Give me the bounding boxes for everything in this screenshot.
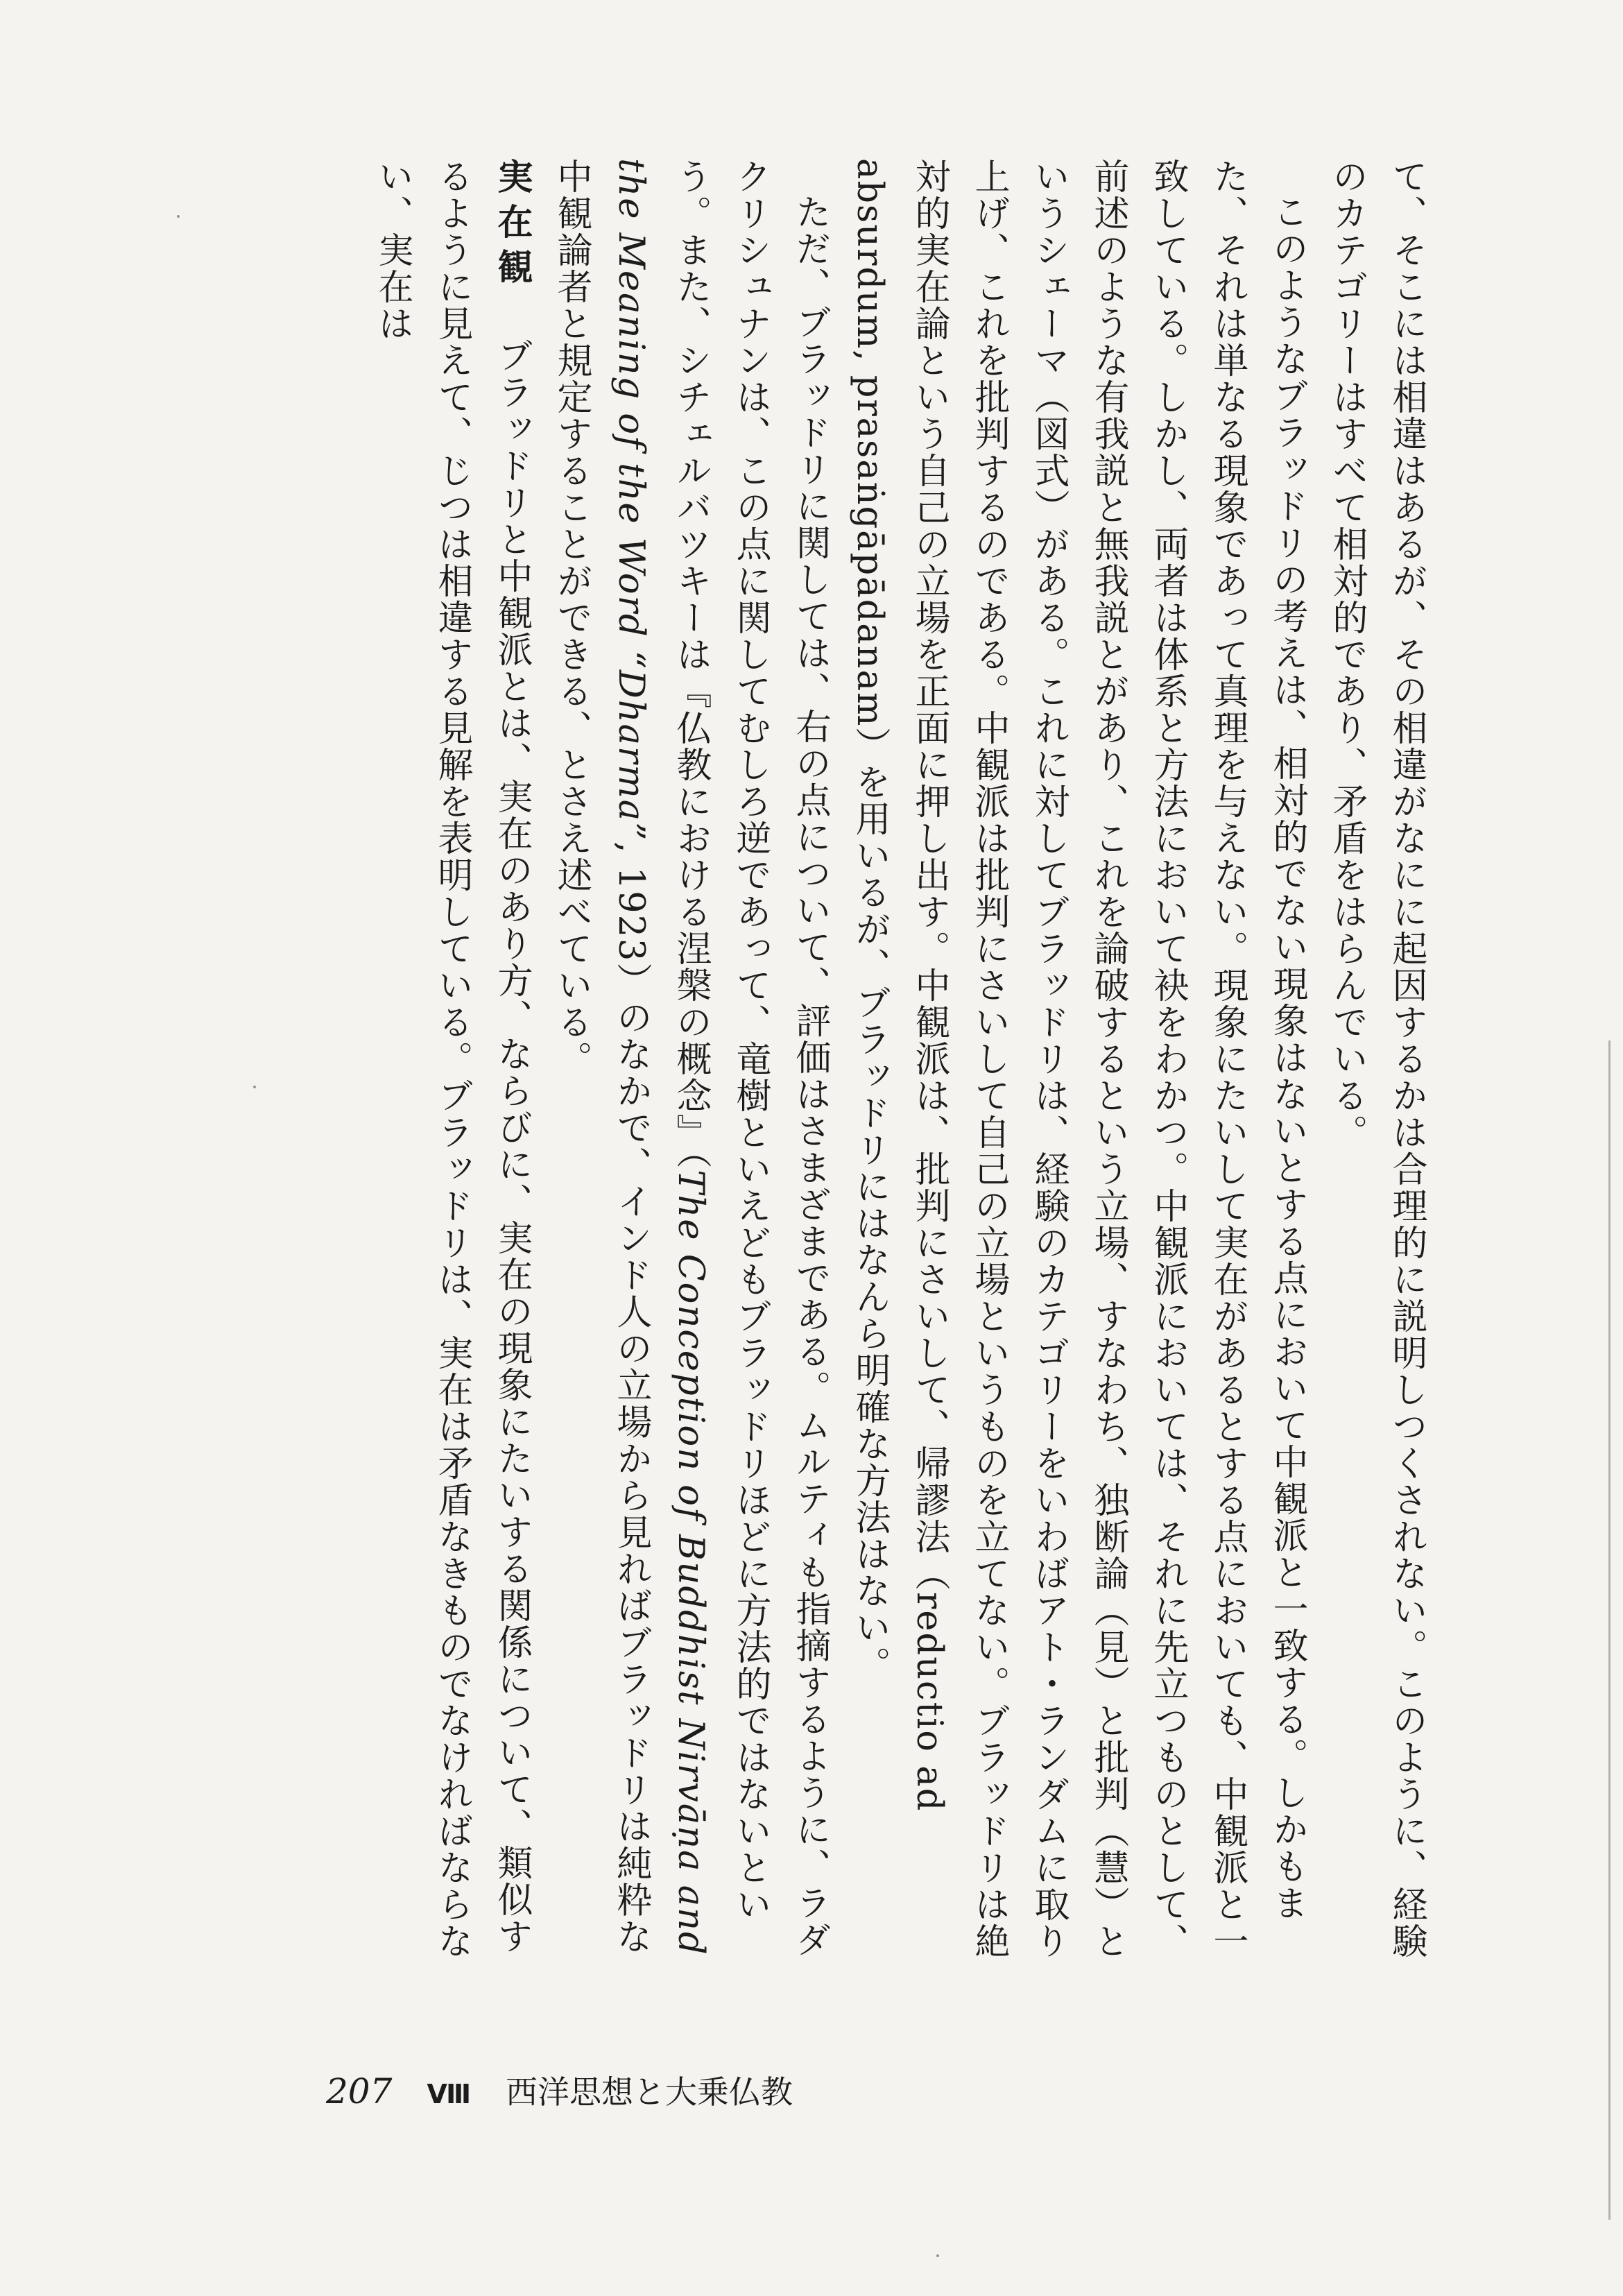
chapter-title: 西洋思想と大乗仏教 (506, 2073, 793, 2111)
paragraph-3 (541, 158, 839, 1989)
paragraph-4-text: ブラッドリと中観派とは、実在のあり方、ならびに、実在の現象にたいする関係について、類似するように見えて、じつは相違する見解を表明している。ブラッドリは、実在は矛盾なきものでなければならない、実在は (372, 158, 532, 1960)
page-edge-shadow (1608, 1040, 1611, 2220)
paragraph-3-text-a: ただ、ブラッドリに関しては、右の点について、評価はさまざまである。ムルティも指摘するように、ラダクリシュナンは、この点に関してむしろ逆であって、竜樹といえどもブラッドリほどに方法的ではないという。また、シチェルバツキーは『仏教における涅槃の概念』（ (670, 158, 830, 1958)
paragraph-2: このようなブラッドリの考えは、相対的でない現象はないとする点において中観派と一致する。しかもまた、それは単なる現象であって真理を与えない。現象にたいして実在があるとする点においても、中観派と一致している。しかし、両者は体系と方法において袂をわかつ。中観派においては、それに先立つものとして、前述のような有我説と無我説とがあり、これを論破するという立場、すなわち、独断論（見）と批判（慧）というシェーマ（図式）がある。これに対してブラッドリは、経験のカテゴリーをいわばアト・ランダムに取り上げ、これを批判するのである。中観派は批判にさいして自己の立場というものを立てない。ブラッドリは絶対的実在論という自己の立場を正面に押し出す。中観派は、批判にさいして、帰謬法（reductio ad absurdum, prasaṅgāpādanam）を用いるが、ブラッドリにはなんら明確な方法はない。 (849, 158, 1307, 1960)
paragraph-4 (362, 158, 541, 1989)
book-title-italic: The Conception of Buddhist Nirvāṇa and the Meaning of the Word “Dharma” (610, 158, 711, 1956)
paper-speck (936, 2254, 939, 2257)
paragraph-1: て、そこには相違はあるが、その相違がなにに起因するかは合理的に説明しつくされない。このように、経験のカテゴリーはすべて相対的であり、矛盾をはらんでいる。 (1326, 158, 1427, 1960)
section-heading: 実在観 (491, 158, 532, 293)
paragraph-3-text-b: , 1923）のなかで、インド人の立場から見ればブラッドリは純粋な中観論者と規定することができる、とさえ述べている。 (551, 158, 651, 1955)
chapter-number: Ⅷ (427, 2079, 471, 2109)
page-number: 207 (326, 2071, 393, 2111)
paper-speck (177, 215, 180, 218)
page-footer (326, 2067, 793, 2113)
paper-speck (253, 1086, 256, 1088)
vertical-text-body (125, 158, 1436, 1989)
